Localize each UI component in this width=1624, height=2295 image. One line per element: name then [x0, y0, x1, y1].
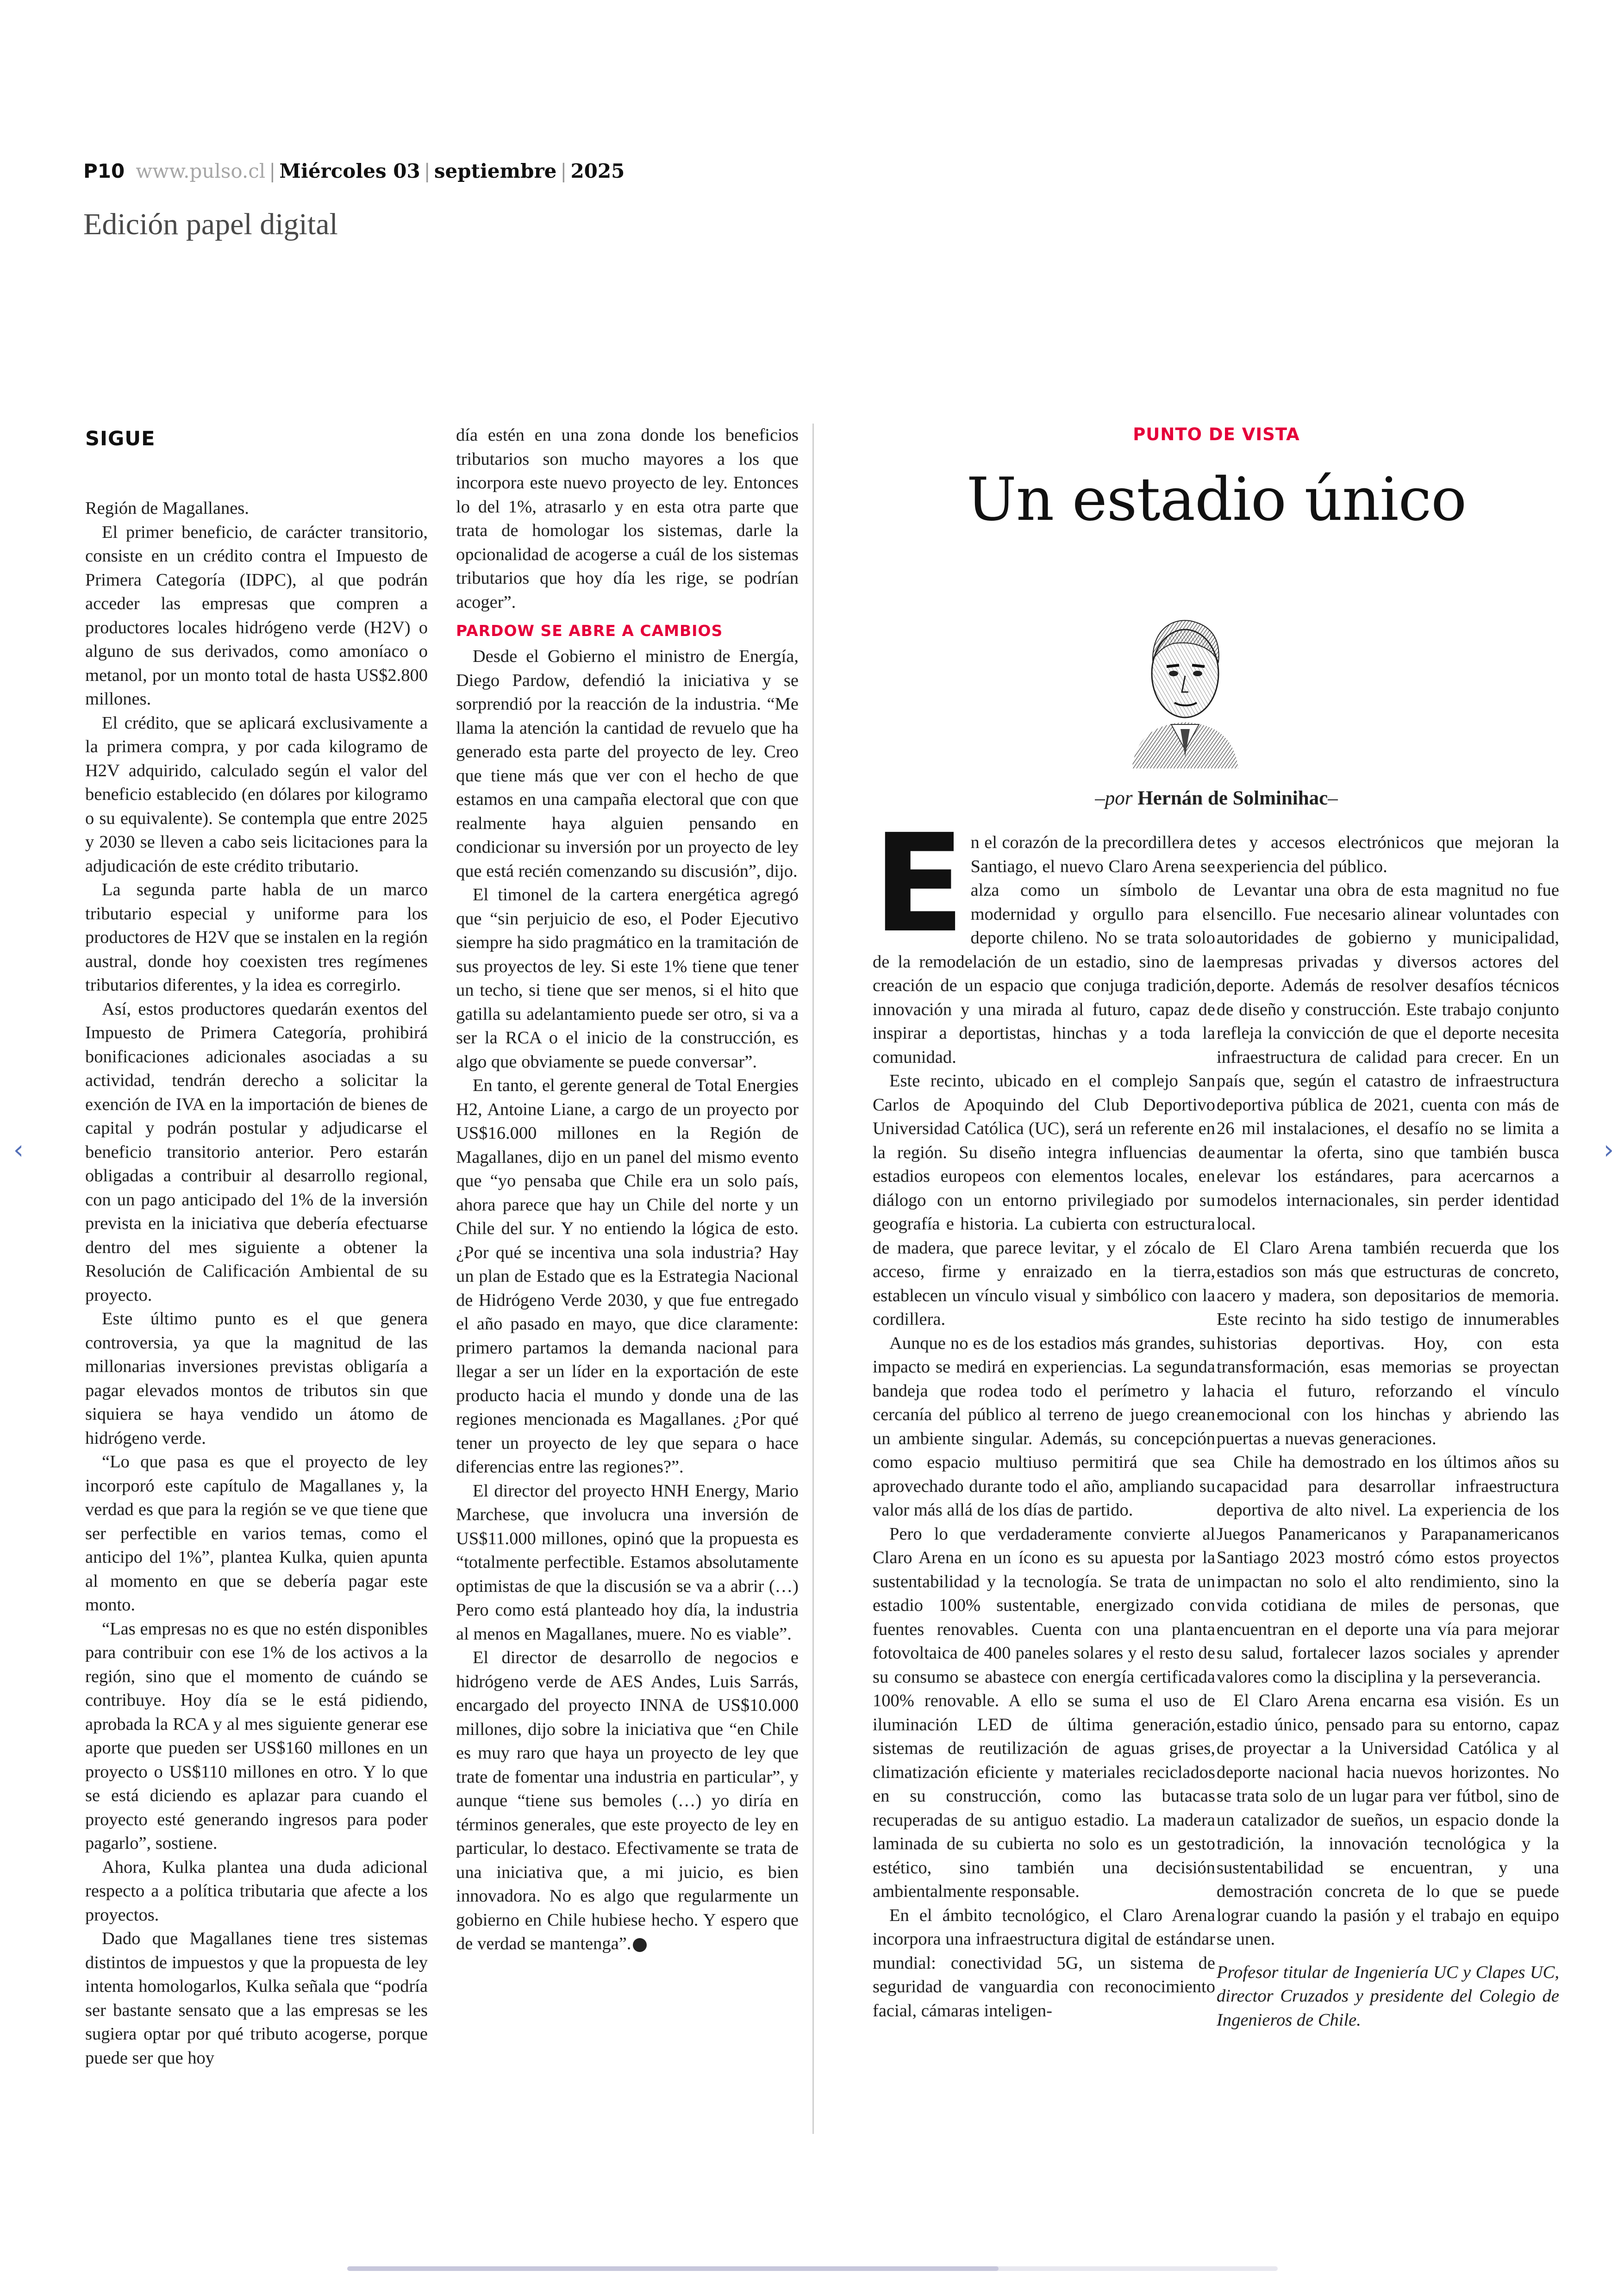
- paragraph: “Las empresas no es que no estén disponibles para contribuir con ese 1% de los activos a la región, sino que el momento de cuándo se contribuye. Hoy día se le está pidiendo, aprobada la RCA y al mes siguiente generar ese aporte que pueden ser US$160 millones en un proyecto o US$110 millones en otro. Y lo que se está diciendo es aplazar para cuando el proyecto esté generando ingresos para poder pagarlo”, sostiene.: [85, 1619, 428, 1853]
- paragraph: Ahora, Kulka plantea una duda adicional respecto a a política tributaria que afecte a los proyectos.: [85, 1857, 428, 1925]
- author-name: Hernán de Solminihac: [1137, 787, 1328, 809]
- paragraph: El timonel de la cartera energética agregó que “sin perjuicio de eso, el Poder Ejecutivo siempre ha sido pragmático en la tramitación de sus proyectos de ley. Si este 1% tiene que tener un techo, si tiene que ser menos, si el hito que gatilla su adelantamiento puede ser otro, si va a ser la RCA o el inicio de la construcción, es algo que obviamente se puede conversar”.: [456, 885, 799, 1072]
- paragraph: Levantar una obra de esta magnitud no fue sencillo. Fue necesario alinear voluntades con autoridades de gobierno y municipalidad, empresas privadas y diversos actores del deporte. Además de resolver desafíos técnicos de diseño y construcción. Este trabajo conjunto refleja la convicción de que el deporte necesita infraestructura de calidad para crecer. En un país que, según el catastro de infraestructura deportiva pública de 2021, cuenta con más de 26 mil instalaciones, el desafío no se limita a aumentar la oferta, sino que también busca elevar los estándares, para acercarnos a modelos internacionales, sin perder identidad local.: [1217, 880, 1559, 1234]
- subheading: PARDOW SE ABRE A CAMBIOS: [456, 622, 723, 640]
- paragraph: [456, 1646, 799, 1956]
- author-signature: Profesor titular de Ingeniería UC y Clapes UC, director Cruzados y presidente del Colegio de Ingenieros de Chile.: [1217, 1962, 1559, 2030]
- paragraph: El primer beneficio, de carácter transitorio, consiste en un crédito contra el Impuesto de Primera Categoría (IDPC), al que podrán acceder las empresas que compren a productores locales hidrógeno verde (H2V) o alguno de sus derivados, como amoníaco o metanol, por un monto total de hasta US$2.800 millones.: [85, 522, 428, 709]
- end-mark-icon: P: [633, 1938, 647, 1952]
- paragraph: Chile ha demostrado en los últimos años su capacidad para desarrollar infraestructura deportiva de alto nivel. La experiencia de los Juegos Panamericanos y Parapanamericanos Santiago 2023 mostró cómo estos proyectos impactan no solo el alto rendimiento, sino la vida cotidiana de miles de personas, que encuentran en el deporte una vía para mejorar su salud, fortalecer lazos sociales y aprender valores como la disciplina y la perseverancia.: [1217, 1453, 1559, 1687]
- paragraph: Desde el Gobierno el ministro de Energía, Diego Pardow, defendió la iniciativa y se sorprendió por la reacción de la industria. “Me llama la atención la cantidad de revuelo que ha generado esta parte del proyecto de ley. Creo que tiene más que ver con el hecho de que estamos en una campaña electoral que con que realmente haya alguien pensando en condicionar su inversión por un proyecto de ley que está recién comenzando su discusión”, dijo.: [456, 647, 799, 881]
- month: septiembre: [434, 160, 557, 182]
- byline: [873, 787, 1560, 810]
- paragraph: El Claro Arena también recuerda que los estadios son más que estructuras de concreto, acero y madera, son depositarios de memoria. Este recinto ha sido testigo de innumerables historias deportivas. Hoy, con esta transformación, esas memorias se proyectan hacia el futuro, reforzando el vínculo emocional con los hinchas y abriendo las puertas a nuevas generaciones.: [1217, 1238, 1559, 1448]
- byline-suffix: –: [1328, 787, 1338, 809]
- paragraph: En tanto, el gerente general de Total Energies H2, Antoine Liane, a cargo de un proyecto por US$16.000 millones en la Región de Magallanes, dijo en un panel del mismo evento que “yo pensaba que Chile era un solo país, ahora parece que hay un Chile del norte y un Chile del sur. Y no entiendo la lógica de esto. ¿Por qué se incentiva una sola industria? Hay un plan de Estado que es la Estrategia Nacional de Hidrógeno Verde 2030, y que fue entregado el año pasado en mayo, que dice claramente: primero partamos la demanda nacional para llegar a ser un líder en la exportación de este producto hacia el mundo y donde una de las regiones mencionada es Magallanes. ¿Por qué tener un proyecto de ley que separa o hace diferencias entre las regiones?”.: [456, 1076, 799, 1477]
- opinion-headline: Un estadio único: [966, 465, 1467, 534]
- paragraph: día estén en una zona donde los beneficios tributarios son mucho mayores a los que incorpora este nuevo proyecto de ley. Entonces lo del 1%, atrasarlo y en esta otra parte que trata de homologar los sistemas, darle la opcionalidad de acogerse a cuál de los sistemas tributarios que hoy día les rige, se podrían acoger”.: [456, 425, 799, 612]
- edition-label: Edición papel digital: [83, 207, 338, 241]
- page-header: [83, 160, 625, 182]
- section-label: SIGUE: [85, 427, 156, 450]
- drop-cap: E: [873, 805, 963, 962]
- author-portrait: [1127, 597, 1243, 768]
- chevron-left-icon[interactable]: ‹: [13, 1135, 24, 1165]
- paragraph: Este recinto, ubicado en el complejo San Carlos de Apoquindo del Club Deportivo Universidad Católica (UC), será un referente en la región. Su diseño integra influencias de estadios europeos con elementos locales, en diálogo con un entorno privilegiado por su geografía e historia. La cubierta con estructura de madera, que parece levitar, y el zócalo de acceso, firme y enraizado en la tierra, establecen un vínculo visual y simbólico con la cordillera.: [873, 1071, 1215, 1329]
- paragraph: Pero lo que verdaderamente convierte al Claro Arena en un ícono es su apuesta por la sustentabilidad y la tecnología. Se trata de un estadio 100% sustentable, energizado con fuentes renovables. Cuenta con una planta fotovoltaica de 400 paneles solares y el resto de su consumo se abastece con energía certificada 100% renovable. A ello se suma el uso de iluminación LED de última generación, sistemas de reutilización de aguas grises, climatización eficiente y materiales reciclados en su construcción, como las butacas recuperadas de su antiguo estadio. La madera laminada de su cubierta no solo es un gesto estético, sino también una decisión ambientalmente responsable.: [873, 1524, 1215, 1901]
- paragraph: tes y accesos electrónicos que mejoran la experiencia del público.: [1217, 833, 1559, 876]
- article-column-2: [456, 424, 799, 1956]
- page-number: P10: [83, 160, 125, 182]
- paragraph-text: n el corazón de la precordillera de Santiago, el nuevo Claro Arena se alza como un símbolo de modernidad y orgullo para el deporte chileno. No se trata solo de la remodelación de un estadio, sino de la creación de un espacio que conjuga tradición, innovación y una mirada al futuro, capaz de inspirar a deportistas, hinchas y a toda la comunidad.: [873, 833, 1215, 1067]
- paragraph: Aunque no es de los estadios más grandes, su impacto se medirá en experiencias. La segunda bandeja que rodea todo el perímetro y la cercanía del público al terreno de juego crean un ambiente singular. Además, su concepción como espacio multiuso permitirá que sea aprovechado durante todo el año, ampliando su valor más allá de los días de partido.: [873, 1333, 1215, 1520]
- scrollbar-thumb[interactable]: [347, 2266, 999, 2271]
- paragraph: Este último punto es el que genera controversia, ya que la magnitud de las millonarias inversiones previstas obligaría a pagar elevados montos de tributos sin que siquiera se haya vendido un átomo de hidrógeno verde.: [85, 1309, 428, 1448]
- paragraph: El crédito, que se aplicará exclusivamente a la primera compra, y por cada kilogramo de H2V adquirido, calculado según el valor del beneficio establecido (en dólares por kilogramo o su equivalente). Se contempla que entre 2025 y 2030 se lleven a cabo seis licitaciones para la adjudicación de este crédito tributario.: [85, 713, 428, 876]
- byline-prefix: –por: [1095, 787, 1133, 809]
- opinion-kicker: PUNTO DE VISTA: [1133, 424, 1300, 444]
- paragraph: La segunda parte habla de un marco tributario especial y uniforme para los productores de H2V que se instalen en la región austral, donde hoy coexisten tres regímenes tributarios diferentes, y la idea es corregirlo.: [85, 880, 428, 995]
- article-column-1: [85, 497, 428, 2070]
- year: 2025: [570, 160, 625, 182]
- paragraph: El Claro Arena encarna esa visión. Es un estadio único, pensado para su entorno, capaz de proyectar a la Universidad Católica y al deporte nacional hacia nuevos horizontes. No se trata solo de un lugar para ver fútbol, sino de un catalizador de sueños, un espacio donde la tradición, la innovación tecnológica y la sustentabilidad se encuentran, y una demostración concreta de lo que se puede lograr cuando la pasión y el trabajo en equipo se unen.: [1217, 1691, 1559, 1949]
- separator: |: [424, 160, 431, 182]
- separator: |: [269, 160, 276, 182]
- separator: |: [560, 160, 567, 182]
- paragraph: “Lo que pasa es que el proyecto de ley incorporó este capítulo de Magallanes y, la verdad es que para la región se ve que tiene que ser perfectible en varios temas, como el anticipo del 1%”, plantea Kulka, quien apunta al momento en que se debería pagar este monto.: [85, 1452, 428, 1615]
- paragraph: En el ámbito tecnológico, el Claro Arena incorpora una infraestructura digital de estándar mundial: conectividad 5G, un sistema de seguridad de vanguardia con reconocimiento facial, cámaras inteligen-: [873, 1905, 1215, 2021]
- column-divider: [812, 424, 814, 2134]
- paragraph: Dado que Magallanes tiene tres sistemas distintos de impuestos y que la propuesta de ley intenta homologarlos, Kulka señala que “podría ser bastante sensato que a las empresas se les sugiera optar por qué tributo acogerse, porque puede ser que hoy: [85, 1929, 428, 2068]
- weekday-day: Miércoles 03: [279, 160, 420, 182]
- paragraph: Región de Magallanes.: [85, 499, 249, 518]
- paragraph: [873, 805, 1215, 1069]
- paragraph: Así, estos productores quedarán exentos del Impuesto de Primera Categoría, prohibirá bonificaciones adicionales asociadas a su actividad, tendrán derecho a solicitar la exención de IVA en la importación de bienes de capital y podrán postular y adjudicarse el beneficio transitorio anterior. Pero estarán obligadas a contribuir al desarrollo regional, con un pago anticipado del 1% de la inversión prevista en la iniciativa que debería efectuarse dentro del mes siguiente a obtener la Resolución de Calificación Ambiental de su proyecto.: [85, 999, 428, 1305]
- website: www.pulso.cl: [136, 160, 266, 182]
- chevron-right-icon[interactable]: ›: [1603, 1135, 1614, 1165]
- opinion-column-1: [873, 805, 1215, 2023]
- paragraph-text: El director de desarrollo de negocios e hidrógeno verde de AES Andes, Luis Sarrás, encargado del proyecto INNA de US$10.000 millones, dijo sobre la iniciativa que “en Chile es muy raro que haya un proyecto de ley que trate de fomentar una industria en particular”, y aunque “tiene sus bemoles (…) yo diría en términos generales, que este proyecto de ley en particular, lo destaco. Efectivamente se trata de una iniciativa que, a mi juicio, es bien innovadora. No es algo que regularmente un gobierno en Chile hubiese hecho. Y espero que de verdad se mantenga”.: [456, 1648, 799, 1953]
- horizontal-scrollbar[interactable]: [347, 2266, 1278, 2271]
- paragraph: El director del proyecto HNH Energy, Mario Marchese, que involucra una inversión de US$11.000 millones, opinó que la propuesta es “totalmente perfectible. Estamos absolutamente optimistas de que la discusión se va a abrir (…) Pero como está planteado hoy día, la industria al menos en Magallanes, muere. No es viable”.: [456, 1481, 799, 1644]
- opinion-column-2: [1217, 831, 1559, 2032]
